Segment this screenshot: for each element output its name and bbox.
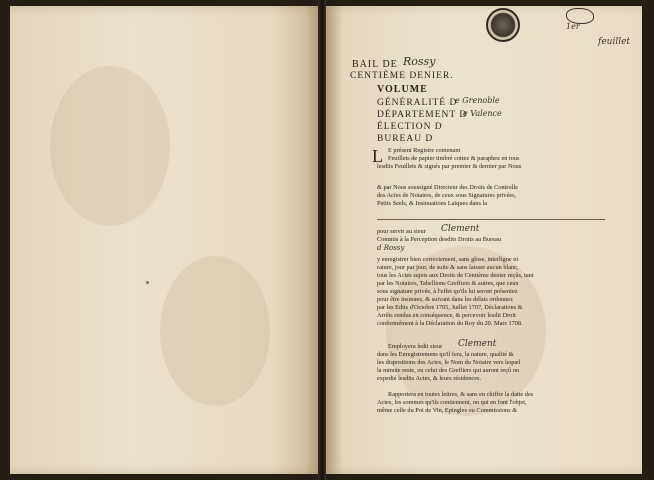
body-line: les dispositions des Actes, le Nom du Notaire vers lequel [377, 359, 521, 366]
commis-name-handwritten: Clement [441, 224, 480, 234]
body-line: conformément à la Déclaration du Roy du 20. Mars 1708. [377, 320, 523, 327]
paper-stain [160, 256, 270, 406]
royal-seal-stamp [486, 8, 520, 42]
body-line: & par Nous soussigné Directeur des Droits de Controlle [377, 184, 518, 191]
bail-label: BAIL DE [352, 59, 398, 70]
body-line: tous les Actes sujets aux Droits de Centième denier reçûs, tant [377, 272, 534, 279]
paper-spot [146, 281, 149, 284]
body-line: E présent Registre contenant [388, 147, 461, 154]
book-gutter [318, 0, 326, 480]
body-line: Feuillets de papier timbré cottez & paraphez en tous [388, 155, 520, 162]
centieme-denier-label: CENTIÈME DENIER. [350, 71, 454, 81]
body-line: la minute reste, ou celui des Greffiers qui auront reçû ou [377, 367, 520, 374]
body-line: Actes, les sommes qu'ils contiennent, ou qui en font l'objet, [377, 399, 527, 406]
body-line: pour être insinuez, & suivant dans les délais ordonnez [377, 296, 513, 303]
blank-fill-line [377, 219, 605, 220]
body-line: par les Edits d'Octobre 1705, Juillet 1707, Déclarations & [377, 304, 523, 311]
departement-handwritten: e Valence [463, 109, 502, 118]
decorative-initial: L [372, 146, 383, 166]
generalite-handwritten: e Grenoble [455, 96, 500, 105]
folio-number: 1er [566, 22, 580, 31]
body-line: dans les Enregistremens qu'il fera, la nature, qualité & [377, 351, 514, 358]
body-line: rature, jour par jour, de suite & sans laisser aucun blanc, [377, 264, 519, 271]
body-line: y enregistrer bien correctement, sans glose, interligne ni [377, 256, 519, 263]
left-page-blank [10, 6, 318, 474]
body-line: Commis à la Perception desdits Droits au Bureau [377, 236, 501, 243]
feuillet-note: feuillet [598, 37, 631, 47]
body-line: expedié lesdits Actes, & leurs résidences. [377, 375, 482, 382]
body-line: par les Notaires, Tabellions Greffiers & autres, que ceux [377, 280, 519, 287]
employera-label: Employera ledit sieur [388, 343, 443, 350]
body-line: Rapportera en toutes lettres, & sans en chiffre la datte des [388, 391, 534, 398]
body-line: Petits Seels, & Insinuations Laïques dans la [377, 200, 488, 207]
body-line: lesdits Feuillets & signés par premier & dernier par Nous [377, 163, 522, 170]
body-line: même celle du Pot de Vin, Epingles ou Commissions & [377, 407, 518, 414]
body-line: des Actes de Notaires, de ceux sous Signatures privées, [377, 192, 517, 199]
generalite-label: GÉNÉRALITÉ D [377, 98, 458, 108]
body-line: sous signature privée, à l'effet qu'ils lui seront présentez [377, 288, 518, 295]
bureau-handwritten: d Rossy [377, 244, 405, 252]
departement-label: DÉPARTEMENT D [377, 110, 468, 120]
employera-name-handwritten: Clement [458, 339, 497, 349]
election-label: ÉLECTION D [377, 122, 443, 132]
servir-label: pour servir au sieur [377, 228, 426, 235]
volume-label: VOLUME [377, 84, 428, 95]
bureau-label: BUREAU D [377, 134, 434, 144]
bail-handwritten-place: Rossy [403, 55, 436, 68]
paper-stain [50, 66, 170, 226]
body-line: Arrêts rendus en conséquence, & percevoir lesdit Droit [377, 312, 516, 319]
